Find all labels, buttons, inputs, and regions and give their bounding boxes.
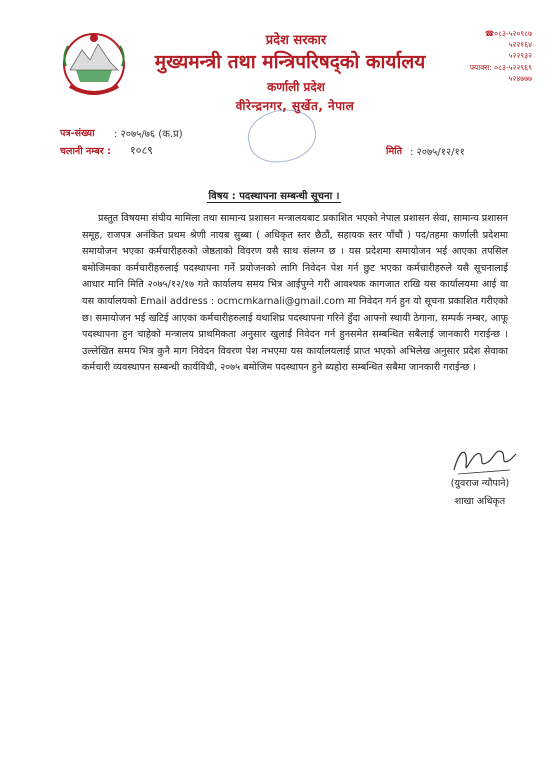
date-label: मिति xyxy=(386,146,403,157)
handwritten-signature xyxy=(448,440,520,480)
signatory-title: शाखा अधिकृत xyxy=(454,496,506,507)
phone-number-2: ५२२१६४ xyxy=(508,40,532,50)
nepal-emblem-icon xyxy=(60,26,128,106)
fax-number: फ्याक्स: ०८३-५२२९६९ xyxy=(469,62,532,72)
fax-number-2: ५२४७७७ xyxy=(508,73,532,83)
reference-number-value: : २०७५/७६ (क.प्र) xyxy=(114,129,183,140)
signatory-name: (युवराज न्यौपाने) xyxy=(450,478,510,489)
phone-number: ☎०८३-५२०९८७ xyxy=(484,29,532,38)
dispatch-number-label: चलानी नम्बर : xyxy=(60,146,111,157)
letterhead-province: कर्णाली प्रदेश xyxy=(267,80,325,94)
dispatch-number-value: १०८९ xyxy=(130,144,153,157)
letterhead-government: प्रदेश सरकार xyxy=(265,33,327,48)
phone-number-3: ५२२९३२ xyxy=(508,51,532,61)
notice-body: प्रस्तुत विषयमा संघीय मामिला तथा सामान्य प्रशासन मन्त्रालयबाट प्रकाशित भएको नेपाल प्रशासन सेवा, सामान्य प्रशासन समूह, राजपत्र अनंकित प्रथम श्रेणी नायब सुब्बा ( अधिकृत स्तर छैठौं, सहायक स्तर पाँचौं ) पद/तहमा कर्णाली प्रदेशमा समायोजन भएका कर्मचारीहरुको जेष्ठताको विवरण यसै साथ संलग्न छ । यस प्रदेशमा समायोजन भई आएका तपसिल बमोजिमका कर्मचारीहरुलाई पदस्थापना गर्ने प्रयोजनको लागि निवेदन पेश गर्न छुट भएका कर्मचारीहरुले यसै सूचनालाई आधार मानि मिति २०७५/१२/१७ गते कार्यालय समय भित्र आईपुग्ने गरी आवश्यक कागजात राखि यस कार्यालयमा आई वा यस कार्यालयको Email address : ocmcmkarnali@gmail.com मा निवेदन गर्न हुन यो सूचना प्रकाशित गरीएको छ। समायोजन भई खटिई आएका कर्मचारीहरुलाई यथाशिघ्र पदस्थापना गरिने हुँदा आफ्नो स्थायी ठेगाना, सम्पर्क नम्बर, आफू पदस्थापना हुन चाहेको मन्त्रालय प्राथमिकता अनुसार खुलाई निवेदन गर्न हुनसमेत सम्बन्धित सबैलाई जानकारी गराईन्छ ।उल्लेखित समय भित्र कुनै माग निवेदन विवरण पेश नभएमा यस कार्यालयलाई प्राप्त भएको अभिलेख अनुसार प्रदेश सेवाका कर्मचारी व्यवस्थापन सम्बन्धी कार्यविधी, २०७५ बमोजिम पदस्थापन हुने ब्यहोरा सम्बन्धित सबैमा जानकारी गराईन्छ । xyxy=(82,213,509,374)
notice-subject-text: विषय : पदस्थापना सम्बन्धी सूचना । xyxy=(208,191,340,202)
contact-block xyxy=(432,28,532,84)
letterhead-office-name: मुख्यमन्त्री तथा मन्त्रिपरिषद्को कार्यालय xyxy=(154,51,426,73)
letterhead-address: वीरेन्द्रनगर, सुर्खेत, नेपाल xyxy=(235,99,355,113)
notice-subject xyxy=(0,188,548,202)
date-value: : २०७५/१२/११ xyxy=(410,147,465,158)
reference-number-label: पत्र-संख्या xyxy=(60,128,95,139)
